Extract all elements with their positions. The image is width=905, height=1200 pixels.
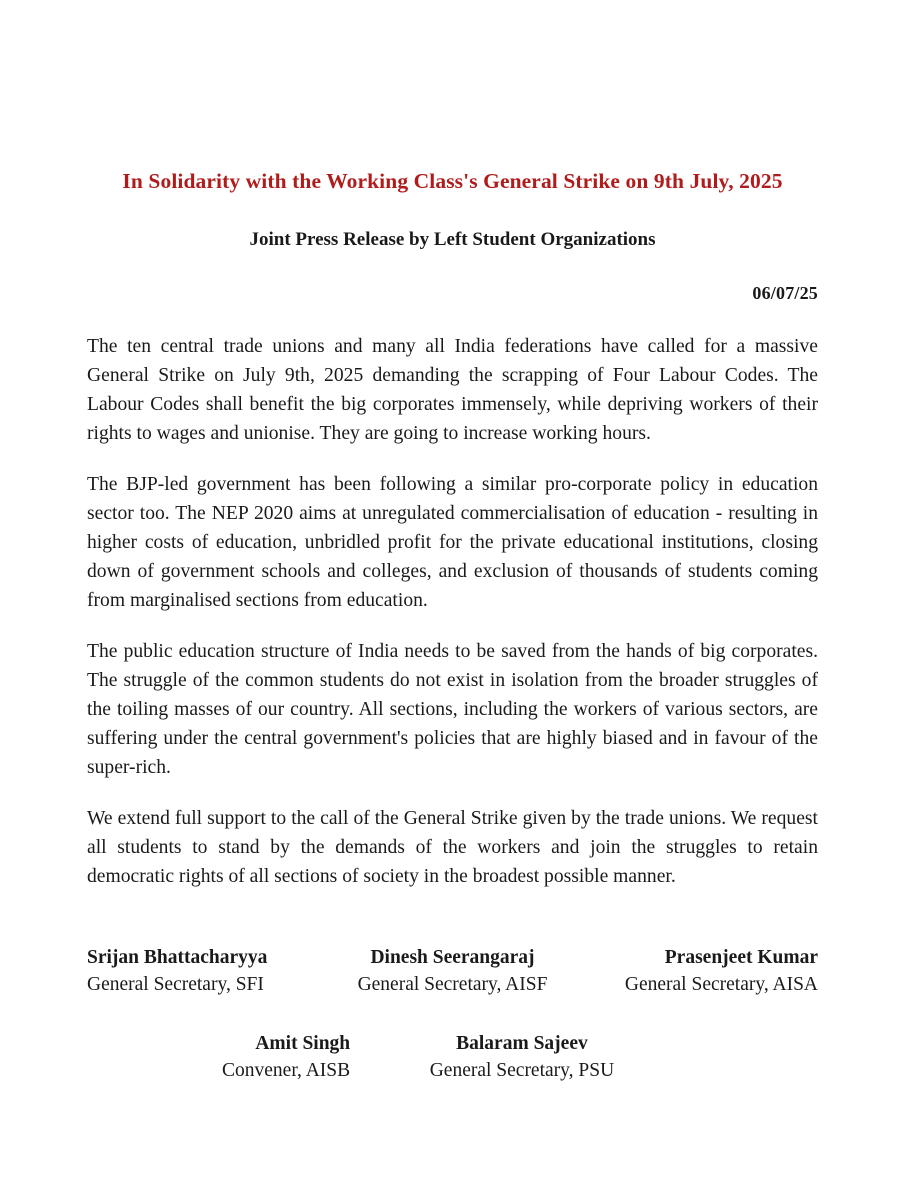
signature-spacer — [694, 1031, 818, 1084]
signature-row — [87, 945, 818, 998]
body-paragraph: The BJP-led government has been following a similar pro-corporate policy in education sector too. The NEP 2020 aims at unregulated commercialisation of education - resulting in higher costs of education, unbridled profit for the private educational institutions, closing down of government schools and colleges, and exclusion of thousands of students coming from marginalised sections from education. — [87, 473, 818, 611]
document-body — [87, 304, 818, 891]
signatory — [331, 945, 575, 998]
signatory-role: General Secretary, SFI — [87, 973, 264, 995]
signatory-role: Convener, AISB — [222, 1059, 351, 1081]
signatory-role: General Secretary, AISA — [624, 973, 819, 995]
signatory — [87, 1031, 350, 1084]
page-title: In Solidarity with the Working Class's General Strike on 9th July, 2025 — [122, 169, 783, 193]
signatory-name: Prasenjeet Kumar — [664, 946, 819, 968]
signatory-role: General Secretary, AISF — [357, 973, 548, 995]
signatory-role: General Secretary, PSU — [429, 1059, 615, 1081]
body-paragraph: The ten central trade unions and many all India federations have called for a massive General Strike on July 9th, 2025 demanding the scrapping of Four Labour Codes. The Labour Codes shall benefit the big corporates immensely, while depriving workers of their rights to wages and unionise. They are going to increase working hours. — [87, 335, 818, 444]
body-paragraph: The public education structure of India needs to be saved from the hands of big corporates. The struggle of the common students do not exist in isolation from the broader struggles of the toiling masses of our country. All sections, including the workers of various sectors, are suffering under the central government's policies that are highly biased and in favour of the super-rich. — [87, 640, 818, 778]
signatory — [87, 945, 331, 998]
signatory-name: Dinesh Seerangaraj — [370, 946, 535, 968]
signatory-name: Srijan Bhattacharyya — [87, 946, 268, 968]
signature-block — [87, 891, 818, 1084]
signatory-name: Amit Singh — [255, 1032, 351, 1054]
signatory — [574, 945, 818, 998]
document-subtitle: Joint Press Release by Left Student Organizations — [249, 228, 656, 250]
signatory — [350, 1031, 694, 1084]
document-date: 06/07/25 — [752, 282, 818, 303]
body-paragraph: We extend full support to the call of the General Strike given by the trade unions. We request all students to stand by the demands of the workers and join the struggles to retain democratic rights of all sections of society in the broadest possible manner. — [87, 807, 818, 887]
signature-row — [87, 1031, 818, 1084]
signatory-name: Balaram Sajeev — [456, 1032, 588, 1054]
